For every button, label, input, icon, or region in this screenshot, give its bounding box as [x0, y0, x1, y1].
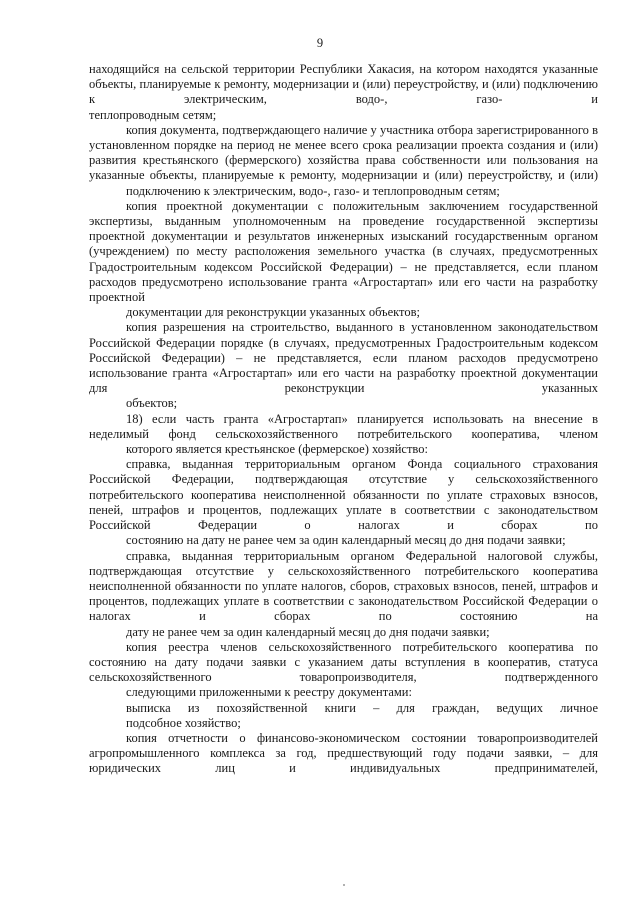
paragraph-text: копия реестра членов сельскохозяйственного потребительского кооператива по состоянию на дату подачи заявки с указанием даты вступления в кооператив, статуса сельскохозяйственного товаропроизводителя, подтвержденного	[89, 639, 598, 685]
paragraph-last-line: подсобное хозяйство;	[126, 715, 241, 730]
paragraph-last-line: следующими приложенными к реестру документами:	[126, 685, 412, 700]
paragraph-social-fund-certificate	[89, 457, 598, 548]
paragraph-construction-permit	[89, 320, 598, 411]
paragraph-last-line: дату не ранее чем за один календарный месяц до дня подачи заявки;	[126, 624, 490, 639]
paragraph-text: копия отчетности о финансово-экономическом состоянии товаропроизводителей агропромышленного комплекса за год, предшествующий году подачи заявки, – для юридических лиц и индивидуальных предпринимателей,	[89, 730, 598, 776]
paragraph-last-line: документации для реконструкции указанных объектов;	[126, 305, 420, 320]
paragraph-text: находящийся на сельской территории Республики Хакасия, на котором находятся указанные объекты, планируемые к ремонту, модернизации и (или) переустройству, и (или) подключению к электрическим, водо-, газо- и	[89, 62, 598, 107]
paragraph-household-book-extract	[89, 701, 598, 731]
paragraph-text: копия проектной документации с положительным заключением государственной экспертизы, выданным уполномоченным на проведение государственной экспертизы проектной документации и результатов инженерных изысканий государственным органом (учреждением) по месту расположения земельного участка (в случаях, предусмотренных Градостроительным кодексом Российской Федерации) – не представляется, если планом расходов предусмотрено использование гранта «Агростартап» или его части на разработку проектной	[89, 198, 598, 305]
paragraph-text: справка, выданная территориальным органом Федеральной налоговой службы, подтверждающая отсутствие у сельскохозяйственного потребительского кооператива неисполненной обязанности по уплате налогов, сборов, страховых взносов, пеней, штрафов и процентов, подлежащих уплате в соответствии с законодательством Российской Федерации о налогах и сборах по состоянию на	[89, 548, 598, 624]
paragraph-members-register	[89, 640, 598, 701]
paragraph-last-line: подключению к электрическим, водо-, газо- и теплопроводным сетям;	[126, 183, 500, 198]
scan-speck	[343, 884, 345, 886]
paragraph-land-plot	[89, 62, 598, 123]
paragraph-item-18	[89, 412, 598, 458]
paragraph-ownership-document	[89, 123, 598, 199]
paragraph-project-documentation	[89, 199, 598, 321]
paragraph-text: выписка из похозяйственной книги – для граждан, ведущих личное	[126, 700, 598, 715]
paragraph-last-line: объектов;	[126, 396, 178, 411]
paragraph-last-line: теплопроводным сетям;	[89, 107, 217, 122]
paragraph-text: 18) если часть гранта «Агростартап» планируется использовать на внесение в неделимый фонд сельскохозяйственного потребительского кооператива, членом	[89, 411, 598, 441]
paragraph-text: копия документа, подтверждающего наличие у участника отбора зарегистрированного в установленном порядке на период не менее всего срока реализации проекта создания и (или) развития крестьянского (фермерского) хозяйства права собственности или пользования на указанные объекты, планируемые к ремонту, модернизации и (или) переустройству, и (или)	[89, 122, 598, 183]
document-body	[89, 62, 598, 777]
paragraph-text: копия разрешения на строительство, выданного в установленном законодательством Российской Федерации порядке (в случаях, предусмотренных Градостроительным кодексом Российской Федерации) – не представляется, если планом расходов предусмотрено использование гранта «Агростартап» или его части на разработку проектной документации для реконструкции указанных	[89, 320, 598, 396]
paragraph-last-line: которого является крестьянское (фермерское) хозяйство:	[126, 442, 428, 457]
page-number: 9	[316, 36, 324, 50]
paragraph-tax-certificate	[89, 549, 598, 640]
paragraph-financial-report	[89, 731, 598, 777]
paragraph-text: справка, выданная территориальным органом Фонда социального страхования Российской Федерации, подтверждающая отсутствие у сельскохозяйственного потребительского кооператива неисполненной обязанности по уплате страховых взносов, пеней, штрафов и процентов, подлежащих уплате в соответствии с законодательством Российской Федерации о налогах и сборах по	[89, 457, 598, 533]
paragraph-last-line: состоянию на дату не ранее чем за один календарный месяц до дня подачи заявки;	[126, 533, 566, 548]
